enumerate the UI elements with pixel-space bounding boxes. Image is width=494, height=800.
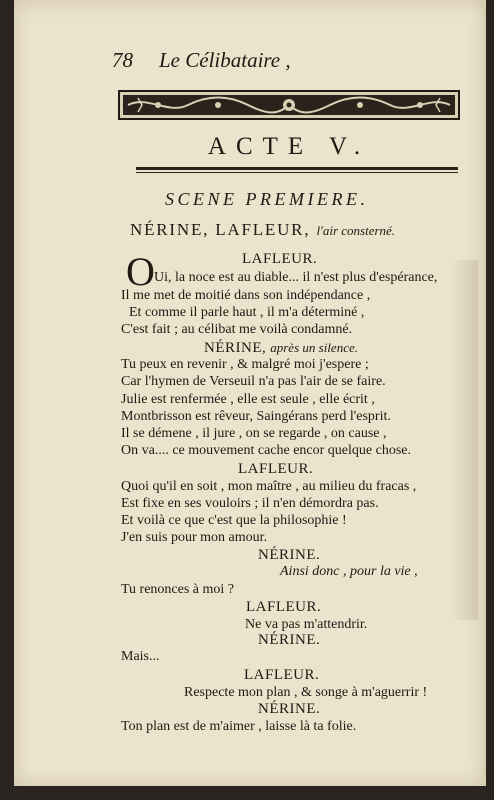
verse-line: Montbrisson est rêveur, Saingérans perd l'esprit. [121, 409, 391, 424]
verse-line: Ne va pas m'attendrir. [245, 617, 368, 632]
verse-line: Quoi qu'il en soit , mon maître , au milieu du fracas , [121, 479, 417, 494]
verse-line: Ui, la noce est au diable... il n'est plus d'espérance, [154, 270, 438, 285]
speaker-nerine: NÉRINE. [258, 632, 321, 648]
verse-line: Respecte mon plan , & songe à m'aguerrir ! [184, 685, 428, 700]
drop-cap: O [126, 249, 155, 294]
cast-names: NÉRINE, LAFLEUR, [130, 220, 311, 239]
stage-direction: après un silence. [270, 340, 358, 355]
speaker-lafleur: LAFLEUR. [246, 599, 322, 615]
speaker-nerine: NÉRINE, [204, 340, 267, 356]
verse-line: On va.... ce mouvement cache encor quelque chose. [121, 443, 411, 458]
verse-line: C'est fait ; au célibat me voilà condamné. [121, 322, 353, 337]
speaker-lafleur: LAFLEUR. [242, 251, 318, 267]
speaker-lafleur: LAFLEUR. [238, 461, 314, 477]
speaker-nerine: NÉRINE. [258, 701, 321, 717]
cast-line [130, 221, 395, 238]
verse-line: Julie est renfermée , elle est seule , elle écrit , [121, 392, 375, 407]
running-title: Le Célibataire , [159, 48, 291, 72]
verse-line: Il se démene , il jure , on se regarde , on cause , [121, 426, 387, 441]
verse-line: Tu peux en revenir , & malgré moi j'espere ; [121, 357, 369, 372]
act-title: ACTE V. [207, 133, 371, 160]
verse-line: Ton plan est de m'aimer , laisse là ta folie. [121, 719, 357, 734]
verse-line: Ainsi donc , pour la vie , [280, 564, 418, 579]
verse-line: Car l'hymen de Verseuil n'a pas l'air de se faire. [121, 374, 386, 389]
cast-stage-note: l'air consterné. [316, 223, 396, 238]
page-number: 78 [112, 48, 133, 72]
speaker-with-direction [204, 340, 358, 356]
verse-line: Tu renonces à moi ? [121, 582, 235, 597]
double-rule-divider [136, 167, 458, 173]
running-header [112, 50, 291, 71]
verse-line: Et comme il parle haut , il m'a déterminé , [129, 305, 365, 320]
verse-line: Et voilà ce que c'est que la philosophie ! [121, 513, 347, 528]
verse-line: Est fixe en ses vouloirs ; il n'en démordra pas. [121, 496, 379, 511]
scene-title: SCENE PREMIERE. [165, 189, 369, 209]
ornamental-headpiece [118, 90, 460, 120]
page-edge-stain [450, 260, 478, 620]
verse-line: Mais... [121, 649, 160, 664]
speaker-nerine: NÉRINE. [258, 547, 321, 563]
speaker-lafleur: LAFLEUR. [244, 667, 320, 683]
verse-line: Il me met de moitié dans son indépendance , [121, 288, 371, 303]
verse-line: J'en suis pour mon amour. [121, 530, 268, 545]
